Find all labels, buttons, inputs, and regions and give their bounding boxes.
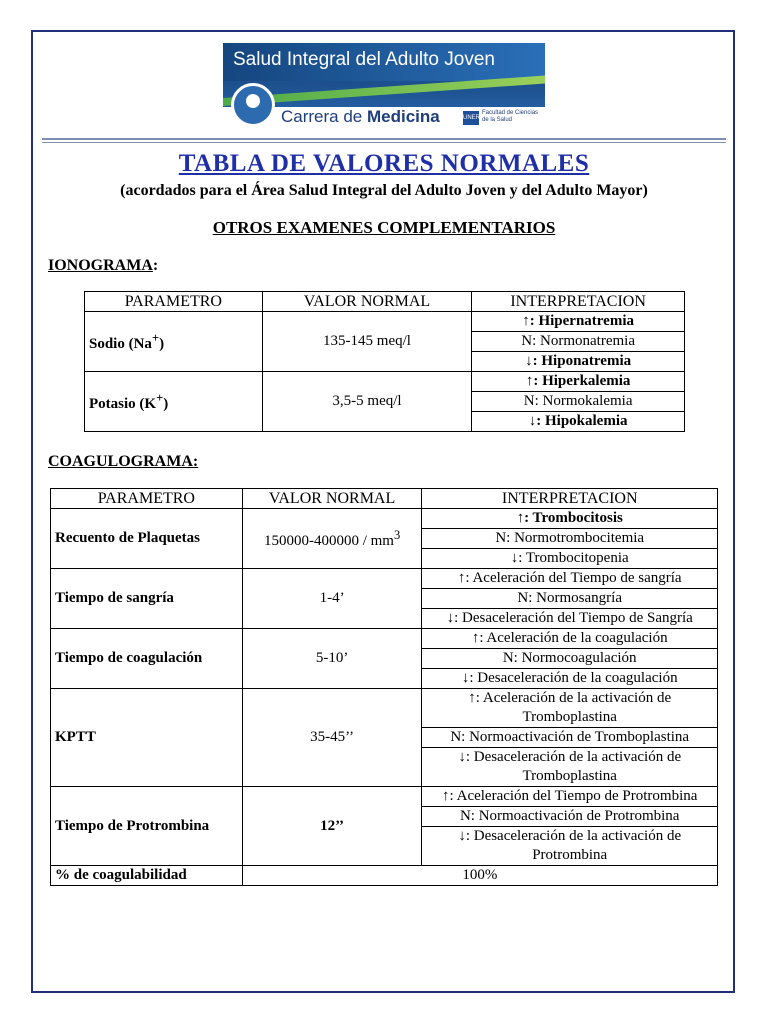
table-row <box>85 312 685 332</box>
value-cell: 35-45’’ <box>242 689 422 787</box>
interp-cell: N: Normoactivación de Protrombina <box>422 807 718 827</box>
header-valor-normal: VALOR NORMAL <box>242 489 422 509</box>
value-cell: 12’’ <box>242 787 422 866</box>
interp-cell: ↑: Hiperkalemia <box>472 372 685 392</box>
table-row <box>51 689 718 728</box>
value-sup: 3 <box>393 528 401 542</box>
param-cell: Tiempo de Protrombina <box>51 787 243 866</box>
coagulograma-table <box>50 488 718 886</box>
table-row <box>51 787 718 807</box>
header-interpretacion: INTERPRETACION <box>422 489 718 509</box>
value-cell <box>242 509 422 569</box>
doctor-icon <box>231 83 275 127</box>
header-parametro: PARAMETRO <box>85 292 263 312</box>
param-cell: % de coagulabilidad <box>51 866 243 886</box>
interp-cell: ↑: Aceleración del Tiempo de Protrombina <box>422 787 718 807</box>
param-close: ) <box>159 336 165 352</box>
faculty-logo-icon: UNER <box>463 111 479 125</box>
table-row <box>85 372 685 392</box>
param-cell: Recuento de Plaquetas <box>51 509 243 569</box>
ionograma-heading-colon: : <box>152 257 159 274</box>
page-title: TABLA DE VALORES NORMALES <box>178 150 590 177</box>
interp-cell: ↑: Aceleración del Tiempo de sangría <box>422 569 718 589</box>
table-row <box>51 866 718 886</box>
value-cell: 5-10’ <box>242 629 422 689</box>
param-cell <box>85 372 263 432</box>
coagulograma-heading: COAGULOGRAMA: <box>48 453 199 470</box>
interp-cell: N: Normosangría <box>422 589 718 609</box>
param-cell: KPTT <box>51 689 243 787</box>
interp-cell: ↑: Aceleración de la coagulación <box>422 629 718 649</box>
table-row <box>51 569 718 589</box>
value-cell: 135-145 meq/l <box>262 312 472 372</box>
interp-cell: ↓: Hipokalemia <box>472 412 685 432</box>
ionograma-heading <box>48 257 158 275</box>
banner-faculty: Facultad de Ciencias de la Salud <box>482 110 539 123</box>
header-rule <box>42 138 726 140</box>
header-valor-normal: VALOR NORMAL <box>262 292 472 312</box>
param-text: Potasio (K <box>89 396 157 412</box>
interp-cell: N: Normokalemia <box>472 392 685 412</box>
param-close: ) <box>163 396 169 412</box>
banner-career-bold: Medicina <box>366 107 440 126</box>
interp-cell: N: Normonatremia <box>472 332 685 352</box>
interp-cell: ↓: Trombocitopenia <box>422 549 718 569</box>
banner-title: Salud Integral del Adulto Joven <box>233 49 495 70</box>
interp-cell: ↑: Trombocitosis <box>422 509 718 529</box>
interp-cell: ↑: Aceleración de la activación de Tromboplastina <box>422 689 718 728</box>
value-cell: 100% <box>242 866 717 886</box>
param-cell <box>85 312 263 372</box>
interp-cell: ↑: Hipernatremia <box>472 312 685 332</box>
table-header-row <box>51 489 718 509</box>
interp-cell: N: Normocoagulación <box>422 649 718 669</box>
param-sup: + <box>151 331 160 345</box>
page-subtitle: (acordados para el Área Salud Integral del Adulto Joven y del Adulto Mayor) <box>120 182 648 199</box>
interp-cell: N: Normotrombocitemia <box>422 529 718 549</box>
header-interpretacion: INTERPRETACION <box>472 292 685 312</box>
table-header-row <box>85 292 685 312</box>
interp-cell: ↓: Desaceleración de la coagulación <box>422 669 718 689</box>
interp-cell: N: Normoactivación de Tromboplastina <box>422 728 718 748</box>
ionograma-heading-text: IONOGRAMA <box>48 257 153 274</box>
header-parametro: PARAMETRO <box>51 489 243 509</box>
value-cell: 1-4’ <box>242 569 422 629</box>
param-text: Sodio (Na <box>89 336 152 352</box>
interp-cell: ↓: Hiponatremia <box>472 352 685 372</box>
value-cell: 3,5-5 meq/l <box>262 372 472 432</box>
param-cell: Tiempo de coagulación <box>51 629 243 689</box>
header-rule-thin <box>42 142 726 143</box>
ionograma-table <box>84 291 685 432</box>
interp-cell: ↓: Desaceleración de la activación de Tromboplastina <box>422 748 718 787</box>
param-sup: + <box>156 391 164 405</box>
banner-career <box>281 107 440 127</box>
table-row <box>51 509 718 529</box>
interp-cell: ↓: Desaceleración de la activación de Protrombina <box>422 827 718 866</box>
param-cell: Tiempo de sangría <box>51 569 243 629</box>
value-text: 150000-400000 / mm <box>263 533 394 549</box>
interp-cell: ↓: Desaceleración del Tiempo de Sangría <box>422 609 718 629</box>
section-title: OTROS EXAMENES COMPLEMENTARIOS <box>212 218 556 237</box>
table-row <box>51 629 718 649</box>
banner-career-prefix: Carrera de <box>281 107 367 126</box>
header-banner <box>223 43 545 133</box>
